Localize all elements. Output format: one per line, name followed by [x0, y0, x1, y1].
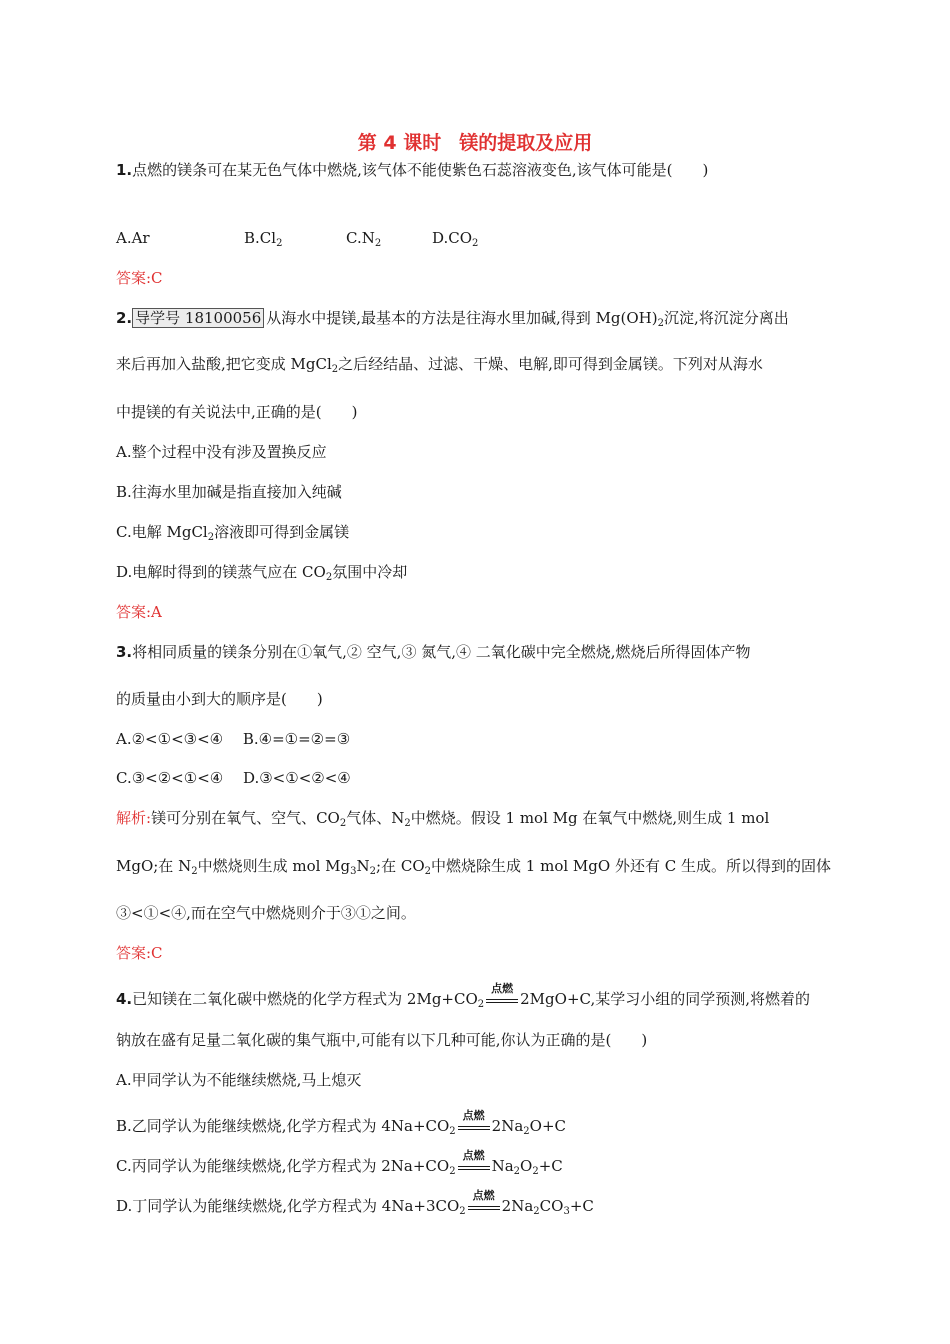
q3-analysis-line1: 解析:镁可分别在氧气、空气、$CO_2$气体、$N_2$中燃烧。假设 1 mol Mg 在氧气中燃烧,则生成 1 mol — [116, 809, 770, 829]
guide-number-badge[interactable]: 导学号 18100056 — [132, 308, 264, 328]
q1-option-d: $D.CO_2$ — [432, 229, 479, 249]
q4-option-d: D.丁同学认为能继续燃烧,化学方程式为 $4Na+3CO_2$ 点燃 $2Na_2CO_3+C$ — [116, 1189, 594, 1217]
q1-options — [116, 228, 478, 248]
q3-options-ab: A.②<①<③<④ B.④=①=②=③ — [116, 730, 351, 748]
q2-option-d: D.电解时得到的镁蒸气应在 $CO_2$氛围中冷却 — [116, 563, 408, 583]
q4-stem-line2: 钠放在盛有足量二氧化碳的集气瓶中,可能有以下几种可能,你认为正确的是( ) — [116, 1031, 648, 1049]
q2-stem-line2: 来后再加入盐酸,把它变成 MgCl$_2$之后经结晶、过滤、干燥、电解,即可得到金属镁。下列对从海水 — [116, 355, 763, 375]
q3-options-cd: C.③<②<①<④ D.③<①<②<④ — [116, 769, 351, 787]
q1-option-c: $C.N_2$ — [346, 229, 382, 249]
q2-option-a: A.整个过程中没有涉及置换反应 — [116, 443, 327, 461]
reaction-condition-arrow: 点燃 — [456, 1159, 492, 1173]
reaction-condition-arrow: 点燃 — [466, 1199, 502, 1213]
q4-option-b: B.乙同学认为能继续燃烧,化学方程式为 $4Na+CO_2$ 点燃 $2Na_2O+C$ — [116, 1109, 567, 1137]
q2-answer: 答案:A — [116, 603, 162, 621]
q2-option-b: B.往海水里加碱是指直接加入纯碱 — [116, 483, 342, 501]
q2-stem-line3: 中提镁的有关说法中,正确的是( ) — [116, 403, 358, 421]
q2-option-c: C.电解 MgCl$_2$溶液即可得到金属镁 — [116, 523, 350, 543]
q4-option-c: C.丙同学认为能继续燃烧,化学方程式为 $2Na+CO_2$ 点燃 $Na_2O_2+C$ — [116, 1149, 563, 1177]
reaction-condition-arrow: 点燃 — [456, 1119, 492, 1133]
q4-option-a: A.甲同学认为不能继续燃烧,马上熄灭 — [116, 1071, 362, 1089]
q3-analysis-line3: ③<①<④,而在空气中燃烧则介于③①之间。 — [116, 904, 416, 922]
q3-stem-line2: 的质量由小到大的顺序是( ) — [116, 690, 323, 708]
analysis-label: 解析: — [116, 809, 152, 827]
q3-analysis-line2: MgO;在 $N_2$中燃烧则生成 mol $Mg_3N_2$;在 $CO_2$中燃烧除生成 1 mol MgO 外还有 C 生成。所以得到的固体 — [116, 857, 831, 877]
q3-stem-line1: 3.将相同质量的镁条分别在①氧气,② 空气,③ 氮气,④ 二氧化碳中完全燃烧,燃烧后所得固体产物 — [116, 643, 751, 661]
q1-option-a: A.Ar — [116, 229, 150, 247]
q4-stem-line1: 4.已知镁在二氧化碳中燃烧的化学方程式为 $2Mg+CO_2$ 点燃 2MgO+C,某学习小组的同学预测,将燃着的 — [116, 982, 810, 1010]
q1-stem: 1.点燃的镁条可在某无色气体中燃烧,该气体不能使紫色石蕊溶液变色,该气体可能是( ) — [116, 161, 709, 179]
q3-answer: 答案:C — [116, 944, 163, 962]
q1-answer: 答案:C — [116, 269, 163, 287]
q1-option-b: $B.Cl_2$ — [244, 229, 283, 249]
reaction-condition-arrow: 点燃 — [484, 992, 520, 1006]
q2-stem-line1: 2. 导学号 18100056 从海水中提镁,最基本的方法是往海水里加碱,得到 $Mg(OH)_2$沉淀,将沉淀分离出 — [116, 309, 789, 329]
page-title: 第 4 课时 镁的提取及应用 — [357, 132, 593, 154]
